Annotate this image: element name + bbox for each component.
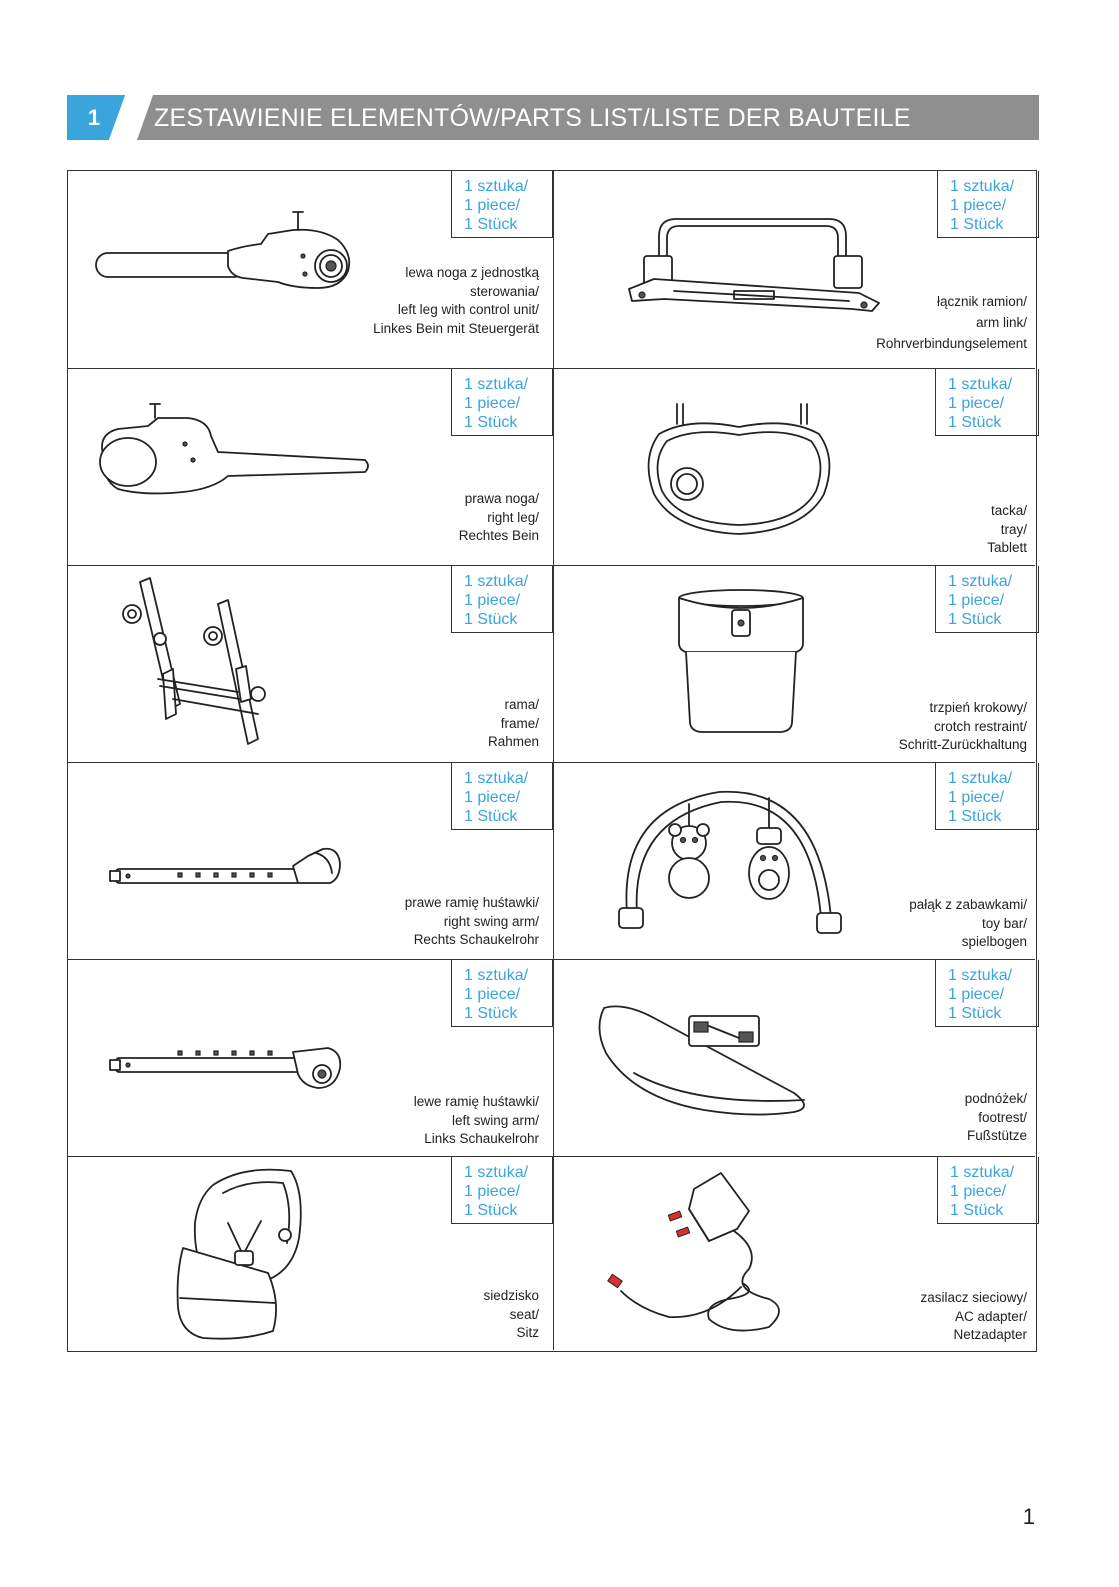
left-swing-arm-icon [108, 1042, 348, 1097]
part-label: trzpień krokowy/ crotch restraint/ Schritt-Zurückhaltung [898, 700, 1027, 752]
left-leg-icon [93, 206, 363, 296]
part-cell-frame [68, 565, 554, 762]
quantity-box: 1 sztuka/ 1 piece/ 1 Stück [451, 960, 553, 1027]
part-cell-left-swing-arm [68, 959, 554, 1156]
part-cell-arm-link [554, 171, 1035, 368]
part-label: prawa noga/ right leg/ Rechtes Bein [458, 491, 539, 543]
part-label: tacka/ tray/ Tablett [987, 503, 1027, 555]
part-label: lewa noga z jednostką sterowania/ left leg with control unit/ Linkes Bein mit Steuergerät [373, 265, 539, 336]
quantity-box: 1 sztuka/ 1 piece/ 1 Stück [451, 171, 553, 238]
frame-icon [118, 574, 288, 754]
quantity-box: 1 sztuka/ 1 piece/ 1 Stück [937, 171, 1039, 238]
section-title: ZESTAWIENIE ELEMENTÓW/PARTS LIST/LISTE DER BAUTEILE [154, 104, 911, 132]
section-header [67, 95, 1039, 140]
quantity-box: 1 sztuka/ 1 piece/ 1 Stück [451, 763, 553, 830]
parts-table [67, 170, 1037, 1352]
part-label: zasilacz sieciowy/ AC adapter/ Netzadapter [920, 1290, 1027, 1342]
quantity-box: 1 sztuka/ 1 piece/ 1 Stück [935, 763, 1039, 830]
part-label: siedzisko seat/ Sitz [483, 1288, 539, 1340]
quantity-box: 1 sztuka/ 1 piece/ 1 Stück [451, 566, 553, 633]
section-number: 1 [67, 95, 129, 140]
quantity-box: 1 sztuka/ 1 piece/ 1 Stück [935, 960, 1039, 1027]
part-label: rama/ frame/ Rahmen [487, 697, 539, 749]
part-label: łącznik ramion/ arm link/ Rohrverbindungselement [876, 294, 1027, 351]
part-cell-tray [554, 368, 1035, 565]
quantity-box: 1 sztuka/ 1 piece/ 1 Stück [451, 1157, 553, 1224]
toy-bar-icon [609, 778, 849, 943]
part-cell-crotch-restraint [554, 565, 1035, 762]
part-cell-footrest [554, 959, 1035, 1156]
part-label: prawe ramię huśtawki/ right swing arm/ Rechts Schaukelrohr [404, 895, 539, 947]
right-leg-icon [93, 404, 373, 499]
right-swing-arm-icon [108, 841, 348, 896]
page-number: 1 [1022, 1504, 1035, 1529]
tray-icon [639, 399, 839, 539]
part-cell-right-swing-arm [68, 762, 554, 959]
arm-link-icon [624, 211, 884, 321]
quantity-box: 1 sztuka/ 1 piece/ 1 Stück [935, 566, 1039, 633]
part-cell-seat [68, 1156, 554, 1350]
part-label: pałąk z zabawkami/ toy bar/ spielbogen [909, 897, 1027, 949]
crotch-restraint-icon [676, 588, 806, 736]
part-cell-toy-bar [554, 762, 1035, 959]
part-cell-ac-adapter [554, 1156, 1035, 1350]
part-cell-right-leg [68, 368, 554, 565]
ac-adapter-icon [609, 1169, 789, 1339]
seat-icon [173, 1163, 308, 1343]
quantity-box: 1 sztuka/ 1 piece/ 1 Stück [937, 1157, 1039, 1224]
part-label: podnóżek/ footrest/ Fußstütze [964, 1091, 1027, 1143]
footrest-icon [594, 998, 814, 1118]
part-label: lewe ramię huśtawki/ left swing arm/ Links Schaukelrohr [413, 1094, 539, 1146]
quantity-box: 1 sztuka/ 1 piece/ 1 Stück [935, 369, 1039, 436]
part-cell-left-leg [68, 171, 554, 368]
quantity-box: 1 sztuka/ 1 piece/ 1 Stück [451, 369, 553, 436]
